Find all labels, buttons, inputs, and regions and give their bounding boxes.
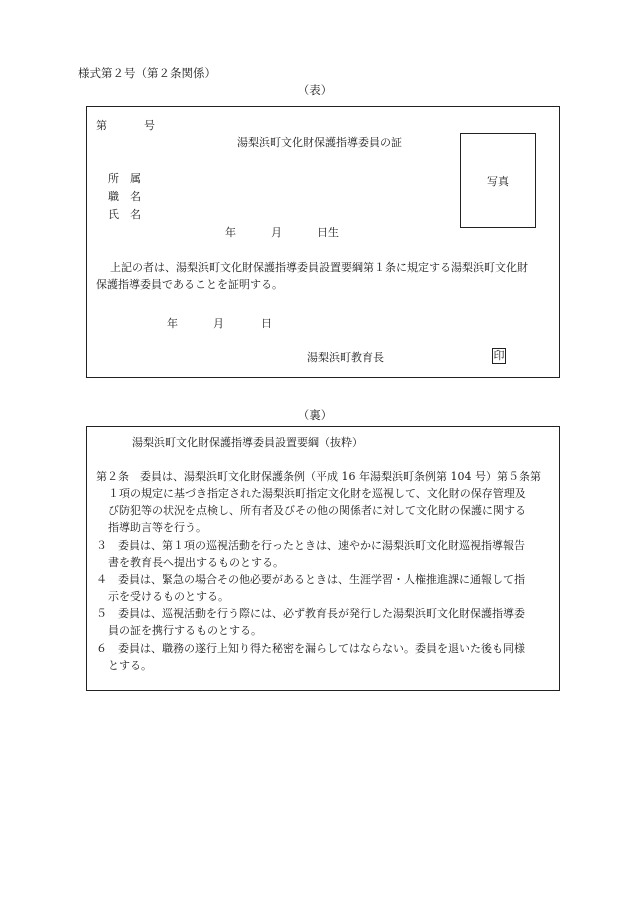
position-label: 職 名	[108, 190, 141, 203]
regulation-line: ６ 委員は、職務の遂行上知り得た秘密を漏らしてはならない。委員を退いた後も同様	[96, 642, 525, 655]
issue-month-label: 月	[213, 317, 224, 330]
issue-day-label: 日	[261, 317, 272, 330]
regulation-line: ４ 委員は、緊急の場合その他必要があるときは、生涯学習・人権推進課に通報して指	[96, 573, 525, 586]
regulation-line: び防犯等の状況を点検し、所有者及びその他の関係者に対して文化財の保護に関する	[108, 504, 526, 517]
photo-label: 写真	[487, 174, 509, 188]
regulation-line: 書を教育長へ提出するものとする。	[108, 556, 284, 569]
seal-mark: 印	[493, 349, 505, 362]
affiliation-label: 所 属	[108, 172, 141, 185]
back-side-label: （裏）	[297, 408, 333, 422]
birth-year-label: 年	[225, 226, 236, 239]
birth-day-label: 日生	[317, 226, 339, 239]
back-card	[86, 426, 560, 691]
regulation-line: 指導助言等を行う。	[108, 521, 207, 534]
card-title: 湯梨浜町文化財保護指導委員の証	[237, 136, 402, 149]
issue-year-label: 年	[167, 317, 178, 330]
front-card	[86, 106, 560, 378]
issuer-name: 湯梨浜町教育長	[307, 351, 384, 364]
regulation-line: 第２条 委員は、湯梨浜町文化財保護条例（平成 16 年湯梨浜町条例第 104 号）第５条第	[96, 470, 541, 483]
birth-month-label: 月	[271, 226, 282, 239]
name-label: 氏 名	[108, 208, 141, 221]
regulation-line: とする。	[108, 659, 152, 672]
regulation-line: 員の証を携行するものとする。	[108, 624, 262, 637]
number-prefix: 第	[96, 119, 107, 132]
certification-line-2: 保護指導委員であることを証明する。	[96, 278, 283, 291]
form-number: 様式第２号（第２条関係）	[78, 66, 216, 80]
photo-box	[460, 133, 536, 228]
back-title: 湯梨浜町文化財保護指導委員設置要綱（抜粋）	[132, 436, 363, 449]
regulation-line: 示を受けるものとする。	[108, 590, 229, 603]
number-suffix: 号	[144, 119, 155, 132]
regulation-line: １項の規定に基づき指定された湯梨浜町指定文化財を巡視して、文化財の保存管理及	[108, 487, 526, 500]
regulation-line: ５ 委員は、巡視活動を行う際には、必ず教育長が発行した湯梨浜町文化財保護指導委	[96, 607, 525, 620]
regulation-line: ３ 委員は、第１項の巡視活動を行ったときは、速やかに湯梨浜町文化財巡視指導報告	[96, 539, 525, 552]
certification-line-1: 上記の者は、湯梨浜町文化財保護指導委員設置要綱第１条に規定する湯梨浜町文化財	[110, 261, 528, 274]
front-side-label: （表）	[297, 83, 333, 97]
